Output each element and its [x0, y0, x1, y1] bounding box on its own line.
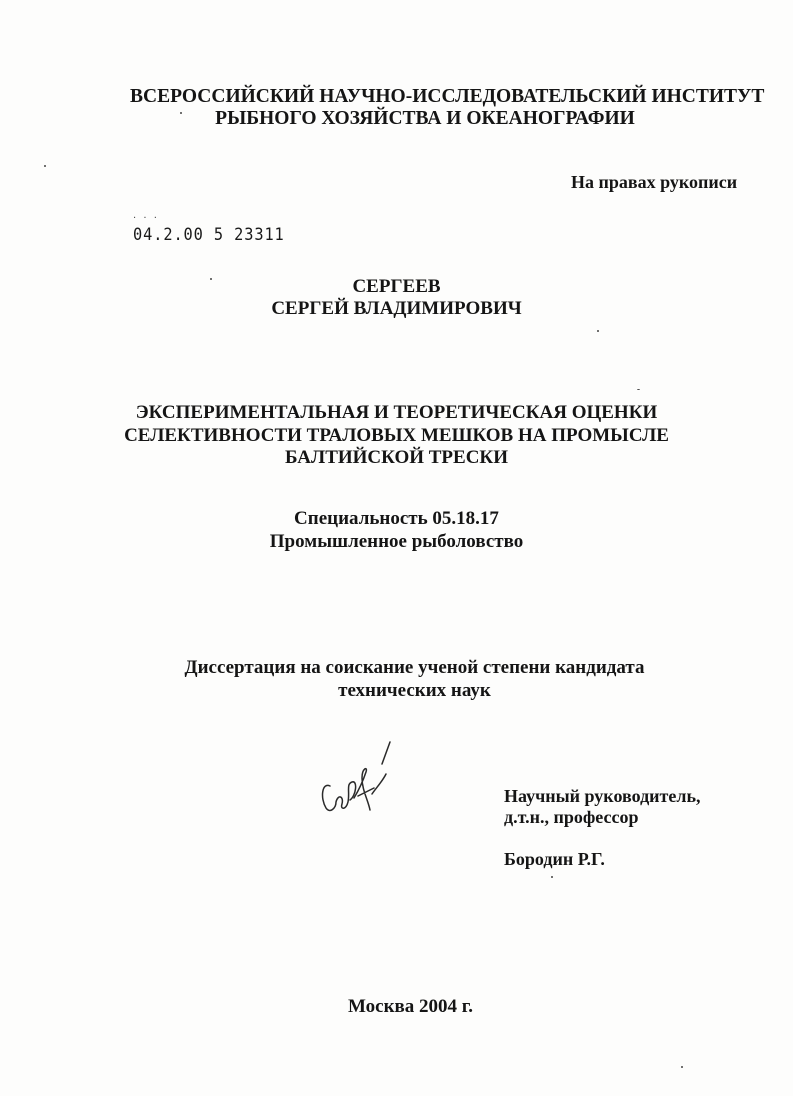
supervisor-role: Научный руководитель,: [504, 786, 701, 806]
scan-speck: [210, 278, 212, 280]
scan-speck: [637, 389, 640, 390]
thesis-title-line-1: ЭКСПЕРИМЕНТАЛЬНАЯ И ТЕОРЕТИЧЕСКАЯ ОЦЕНКИ: [135, 402, 658, 423]
scan-speck: [180, 112, 182, 114]
supervisor-title: д.т.н., профессор: [504, 807, 639, 827]
supervisor-name: Бородин Р.Г.: [504, 849, 605, 869]
thesis-title-line-2: СЕЛЕКТИВНОСТИ ТРАЛОВЫХ МЕШКОВ НА ПРОМЫСЛЕ: [124, 425, 669, 446]
author-surname: СЕРГЕЕВ: [352, 276, 441, 297]
author-given-names: СЕРГЕЙ ВЛАДИМИРОВИЧ: [271, 298, 522, 319]
scan-speck: [597, 330, 599, 332]
rights-note: На правах рукописи: [571, 172, 738, 192]
institute-line-2: РЫБНОГО ХОЗЯЙСТВА И ОКЕАНОГРАФИИ: [215, 108, 635, 129]
institute-line-1: ВСЕРОССИЙСКИЙ НАУЧНО-ИССЛЕДОВАТЕЛЬСКИЙ ИНСТИТУТ: [130, 86, 765, 107]
city-year: Москва 2004 г.: [347, 996, 474, 1017]
scan-speck: [44, 165, 46, 167]
scan-speck: [681, 1066, 683, 1068]
specialty-name: Промышленное рыболовство: [269, 531, 524, 552]
stamp-number: 04.2.00 5 23311: [133, 225, 285, 245]
signature: [316, 738, 396, 822]
degree-line-1: Диссертация на соискание ученой степени кандидата: [184, 657, 645, 678]
specialty-code: Специальность 05.18.17: [294, 508, 499, 529]
stamp-dots: · · ·: [133, 213, 159, 224]
degree-line-2: технических наук: [338, 680, 491, 701]
thesis-title-line-3: БАЛТИЙСКОЙ ТРЕСКИ: [285, 447, 508, 468]
scan-speck: [551, 876, 553, 878]
